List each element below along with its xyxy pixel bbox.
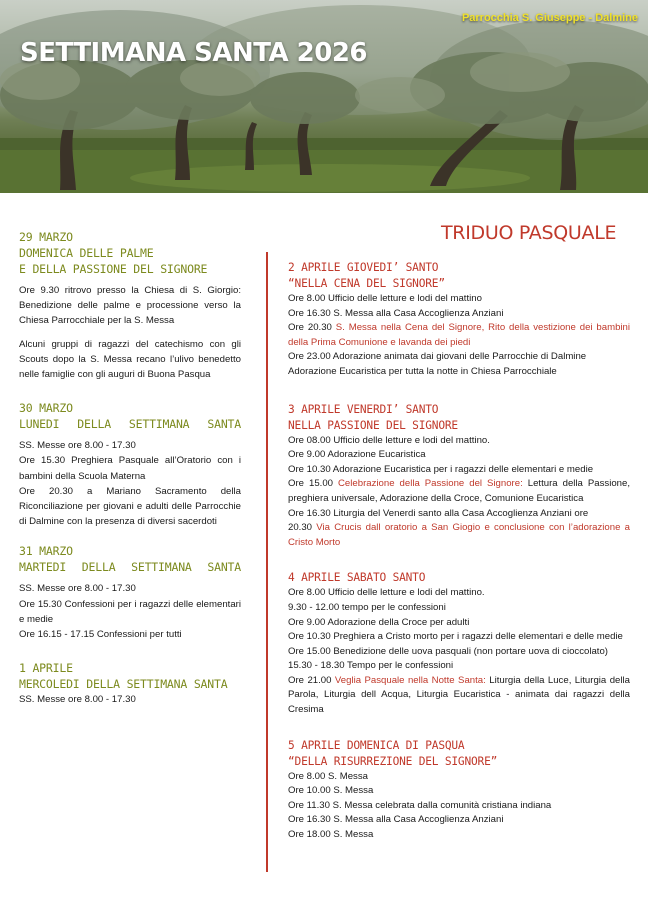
event-text: 9.30 - 12.00 tempo per le confessioni <box>288 601 446 613</box>
header-photo <box>0 0 648 193</box>
day-tuesday <box>19 543 241 642</box>
day-date: 30 MARZO <box>19 401 73 416</box>
event-text: SS. Messe ore 8.00 - 17.30 <box>19 694 136 706</box>
day-title: 5 APRILE DOMENICA DI PASQUA <box>288 738 465 752</box>
event-text: Ore 08.00 Ufficio delle letture e lodi del mattino. <box>288 434 490 446</box>
left-column <box>19 229 241 721</box>
event-text: Ore 8.00 Ufficio delle letture e lodi del mattino. <box>288 587 485 599</box>
event-text: SS. Messe ore 8.00 - 17.30 <box>19 440 136 452</box>
event-text: Ore 10.30 Adorazione Eucaristica per i ragazzi delle elementari e medie <box>288 463 594 475</box>
day-wednesday <box>19 660 241 707</box>
day-date: 1 APRILE <box>19 661 73 676</box>
event-highlight: Veglia Pasquale nella Notte Santa: <box>334 674 486 686</box>
day-title: 3 APRILE VENERDI’ SANTO <box>288 402 439 416</box>
column-divider <box>266 252 268 872</box>
event-time: Ore 20.30 <box>288 322 332 334</box>
page-title: SETTIMANA SANTA 2026 <box>20 38 368 68</box>
event-text: Ore 15.30 Confessioni per i ragazzi delle elementari e medie <box>19 598 241 625</box>
triduo-heading: TRIDUO PASQUALE <box>441 222 617 244</box>
event-text: Ore 20.30 a Mariano Sacramento della Riconciliazione per giovani e adulti delle Parrocchie di Dalmine con la presenza di diversi sacerdoti <box>19 485 241 528</box>
event-text: Adorazione Eucaristica per tutta la notte in Chiesa Parrocchiale <box>288 365 557 377</box>
day-name: LUNEDI DELLA SETTIMANA SANTA <box>19 417 241 432</box>
day-subtitle: “DELLA RISURREZIONE DEL SIGNORE” <box>288 754 498 768</box>
day-subtitle: NELLA PASSIONE DEL SIGNORE <box>288 418 458 432</box>
day-name: E DELLA PASSIONE DEL SIGNORE <box>19 262 208 276</box>
event-text: Ore 16.30 Liturgia del Venerdi santo alla Casa Accoglienza Anziani ore <box>288 507 589 519</box>
day-date: 31 MARZO <box>19 544 73 559</box>
event-text: Ore 9.00 Adorazione Eucaristica <box>288 449 426 461</box>
event-text: Ore 11.30 S. Messa celebrata dalla comunità cristiana indiana <box>288 799 552 811</box>
event-time: Ore 15.00 <box>288 478 333 490</box>
event-detail: Liturgia della Luce, Liturgia della Parola, Liturgia dell Acqua, Liturgia Eucaristica - animata dai ragazzi della Cresima <box>288 674 630 716</box>
day-monday <box>19 400 241 529</box>
right-column <box>288 260 630 857</box>
event-detail: Lettura della Passione, preghiera universale, Adorazione della Croce, Comunione Eucaristica <box>288 478 631 504</box>
event-text: Ore 18.00 S. Messa <box>288 829 374 841</box>
event-text: 15.30 - 18.30 Tempo per le confessioni <box>288 660 454 672</box>
event-text: Ore 16.30 S. Messa alla Casa Accoglienza Anziani <box>288 307 504 319</box>
event-text: Ore 10.30 Preghiera a Cristo morto per i ragazzi delle elementari e delle medie <box>288 631 623 643</box>
event-text <box>288 521 630 550</box>
event-text: Ore 16.15 - 17.15 Confessioni per tutti <box>19 629 182 641</box>
event-text: Ore 8.00 Ufficio delle letture e lodi del mattino <box>288 293 482 304</box>
day-holy-saturday <box>288 570 630 717</box>
event-text <box>288 321 630 350</box>
event-text <box>288 674 630 718</box>
parish-name: Parrocchia S. Giuseppe - Dalmine <box>461 12 638 24</box>
event-text <box>288 477 630 506</box>
event-highlight: S. Messa nella Cena del Signore, Rito della vestizione dei bambini della Prima Comunione e lavanda dei piedi <box>288 322 631 348</box>
day-good-friday <box>288 402 630 551</box>
event-text: Ore 23.00 Adorazione animata dai giovani delle Parrocchie di Dalmine <box>288 351 587 363</box>
day-name: DOMENICA DELLE PALME <box>19 246 154 260</box>
event-text: Ore 15.00 Benedizione delle uova pasquali (non portare uova di cioccolato) <box>288 645 608 657</box>
day-title: 2 APRILE GIOVEDI’ SANTO <box>288 261 439 274</box>
day-name: MARTEDI DELLA SETTIMANA SANTA <box>19 560 241 575</box>
event-highlight: Celebrazione della Passione del Signore: <box>338 478 523 490</box>
olive-grove-illustration <box>0 0 648 193</box>
event-time: Ore 21.00 <box>288 674 332 686</box>
day-palm-sunday <box>19 229 241 382</box>
event-text: Alcuni gruppi di ragazzi del catechismo con gli Scouts dopo la S. Messa recano l’ulivo benedetto nelle famiglie con gli auguri di Buona Pasqua <box>19 338 241 381</box>
day-subtitle: “NELLA CENA DEL SIGNORE” <box>288 277 445 290</box>
event-text: Ore 8.00 S. Messa <box>288 770 368 782</box>
day-date: 29 MARZO <box>19 230 73 244</box>
event-text: Ore 16.30 S. Messa alla Casa Accoglienza Anziani <box>288 814 504 826</box>
day-holy-thursday <box>288 260 630 380</box>
event-time: 20.30 <box>288 522 313 534</box>
event-text: Ore 9.30 ritrovo presso la Chiesa di S. Giorgio: Benedizione delle palme e processione verso la Chiesa Parrocchiale per la S. Messa <box>19 285 241 327</box>
event-text: Ore 10.00 S. Messa <box>288 785 374 797</box>
event-text: Ore 9.00 Adorazione della Croce per adulti <box>288 616 470 628</box>
event-text: SS. Messe ore 8.00 - 17.30 <box>19 583 136 595</box>
day-name: MERCOLEDI DELLA SETTIMANA SANTA <box>19 677 228 692</box>
day-easter-sunday <box>288 738 630 843</box>
event-text: Ore 15.30 Preghiera Pasquale all’Oratorio con i bambini della Scuola Materna <box>19 455 241 482</box>
day-title: 4 APRILE SABATO SANTO <box>288 571 426 585</box>
event-highlight: Via Crucis dall oratorio a San Giogio e conclusione con l’adorazione a Cristo Morto <box>288 522 630 548</box>
